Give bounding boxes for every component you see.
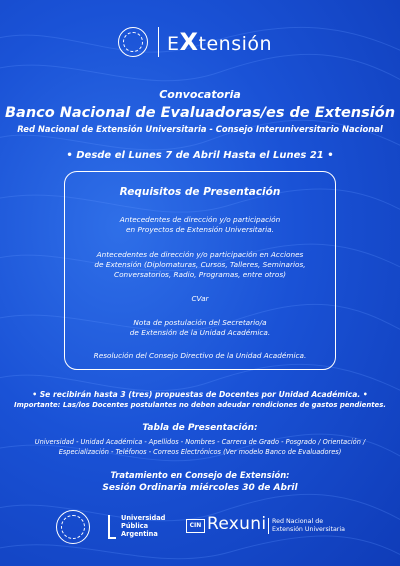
upa-logo: Universidad Pública Argentina (108, 514, 165, 539)
council-label: Tratamiento en Consejo de Extensión: (110, 470, 290, 480)
extension-brand: EXtensión (167, 28, 273, 56)
session-date: Sesión Ordinaria miércoles 30 de Abril (102, 483, 298, 493)
proposal-limit: • Se recibirán hasta 3 (tres) propuestas de Docentes por Unidad Académica. • (32, 390, 368, 399)
requirement-item: Antecedentes de dirección y/o participación en Proyectos de Extensión Universitaria. (119, 215, 281, 235)
rexuni-subtitle: Red Nacional de Extensión Universitaria (272, 518, 346, 533)
requirements-box (64, 171, 336, 370)
header-divider (158, 27, 159, 57)
requirement-item: CVar (191, 294, 209, 303)
table-fields: Universidad - Unidad Académica - Apellidos - Nombres - Carrera de Grado - Posgrado / Orientación / Especialización - Teléfonos - Correos Electrónicos (Ver modelo Banco de Evaluadores) (34, 438, 366, 456)
requirement-item: Resolución del Consejo Directivo de la Unidad Académica. (93, 351, 307, 360)
rexuni-divider (268, 518, 269, 534)
university-seal-icon (118, 27, 148, 57)
requirements-title: Requisitos de Presentación (119, 186, 281, 198)
kicker: Convocatoria (159, 88, 241, 101)
main-title: Banco Nacional de Evaluadoras/es de Extensión (4, 105, 396, 121)
cin-logo: CIN (186, 519, 205, 533)
footer-logos (0, 508, 400, 548)
requirement-item: Nota de postulación del Secretario/a de Extensión de la Unidad Académica. (129, 318, 271, 338)
important-note: Importante: Las/los Docentes postulantes no deben adeudar rendiciones de gastos pendientes. (14, 401, 386, 409)
network-subtitle: Red Nacional de Extensión Universitaria - Consejo Interuniversitario Nacional (17, 124, 383, 134)
university-seal-icon (56, 510, 90, 544)
header-logo (118, 26, 272, 58)
table-title: Tabla de Presentación: (142, 423, 258, 433)
upa-mark-icon (108, 515, 116, 539)
requirement-item: Antecedentes de dirección y/o participación en Acciones de Extensión (Diplomaturas, Cursos, Talleres, Seminarios, Conversatorios, Radio, Programas, entre otros) (94, 250, 306, 280)
rexuni-logo: Rexuni (207, 514, 267, 534)
dates-line: • Desde el Lunes 7 de Abril Hasta el Lunes 21 • (66, 150, 334, 161)
